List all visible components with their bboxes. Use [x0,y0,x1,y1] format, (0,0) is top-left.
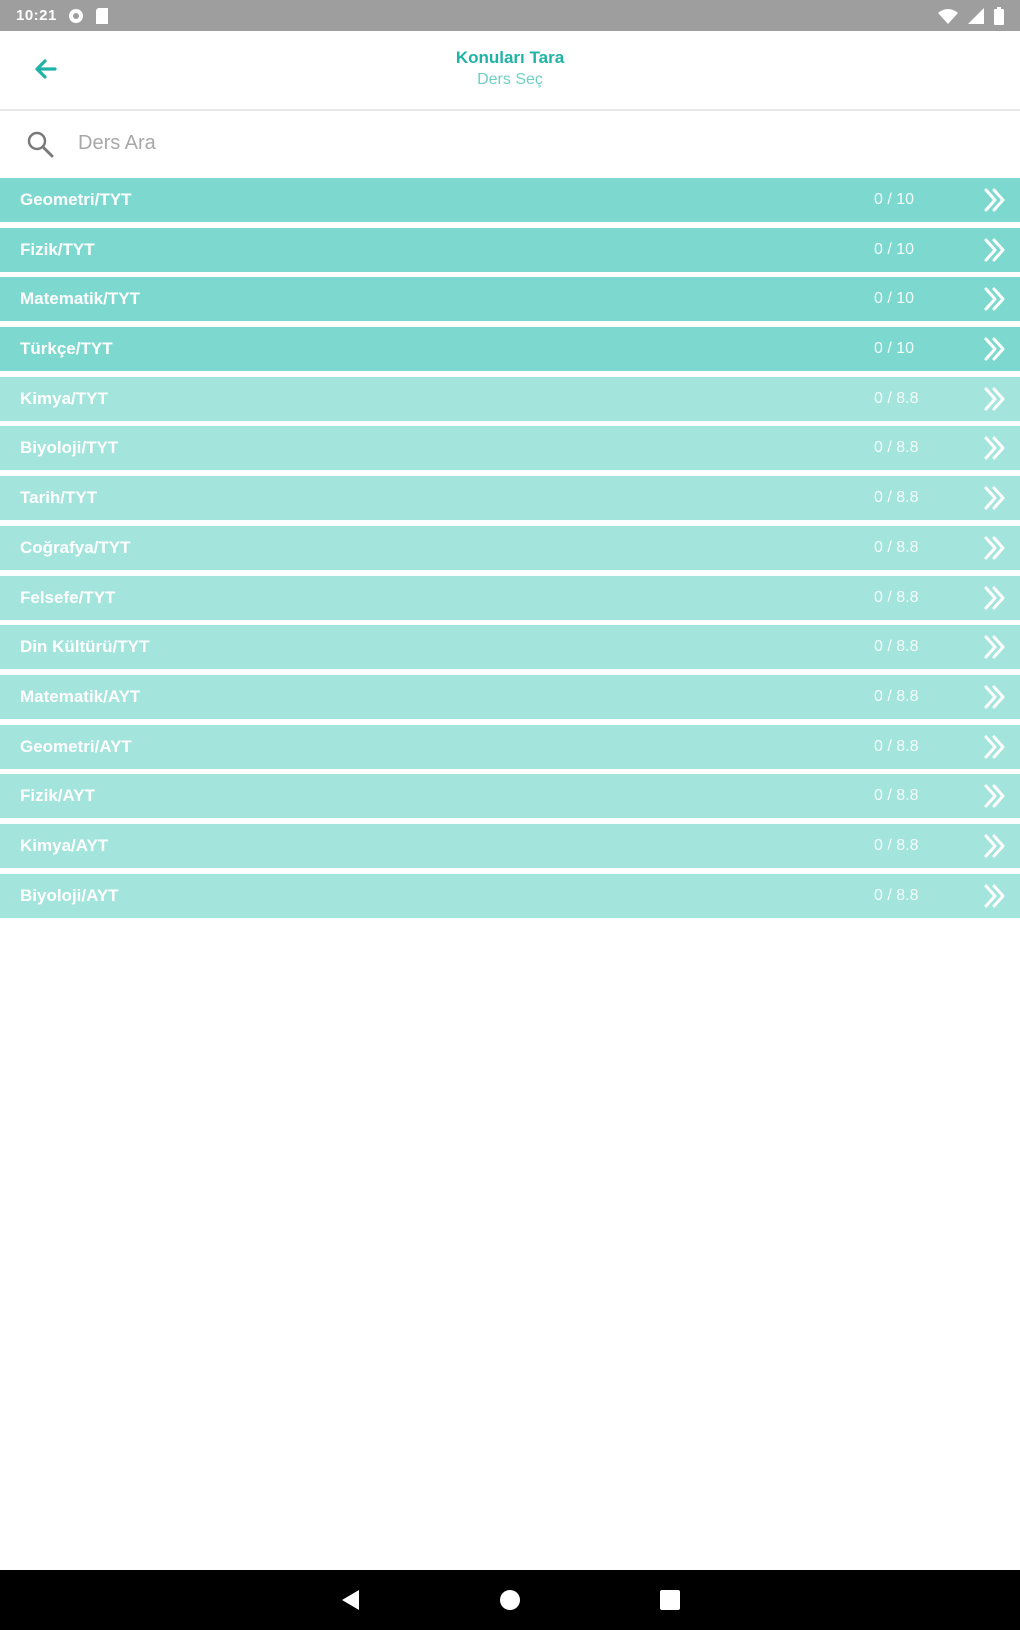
list-item[interactable] [0,476,1020,520]
page-title: Konuları Tara [455,48,565,67]
list-item[interactable] [0,874,1020,918]
list-item[interactable] [0,377,1020,421]
lesson-progress: 0 / 10 [874,191,915,208]
double-chevron-right-icon [974,727,1014,767]
double-chevron-right-icon [974,876,1014,916]
double-chevron-right-icon [974,428,1014,468]
lesson-name: Geometri/AYT [20,736,132,756]
lesson-progress: 0 / 8.8 [874,886,919,904]
lesson-name: Fizik/AYT [20,786,95,806]
lesson-progress: 0 / 8.8 [874,538,919,556]
double-chevron-right-icon [974,180,1014,220]
status-right [938,7,1004,25]
lesson-name: Fizik/TYT [20,239,95,259]
lesson-list [0,178,1020,923]
list-item[interactable] [0,675,1020,719]
double-chevron-right-icon [974,776,1014,816]
search-icon [24,128,56,160]
lesson-name: Matematik/TYT [20,289,140,309]
status-time: 10:21 [16,7,57,24]
lesson-progress: 0 / 8.8 [874,389,919,407]
lesson-progress: 0 / 8.8 [874,489,919,507]
double-chevron-right-icon [974,379,1014,419]
list-item[interactable] [0,576,1020,620]
list-item[interactable] [0,228,1020,272]
double-chevron-right-icon [974,528,1014,568]
double-chevron-right-icon [974,826,1014,866]
list-item[interactable] [0,426,1020,470]
double-chevron-right-icon [974,578,1014,618]
lesson-progress: 0 / 8.8 [874,687,919,705]
navigation-bar [0,1570,1020,1630]
double-chevron-right-icon [974,230,1014,270]
lesson-progress: 0 / 10 [874,240,915,258]
lesson-name: Coğrafya/TYT [20,537,131,557]
lesson-name: Biyoloji/AYT [20,885,119,905]
search-input[interactable] [76,123,880,165]
lesson-name: Kimya/TYT [20,388,108,408]
lesson-progress: 0 / 8.8 [874,439,919,457]
lesson-name: Biyoloji/TYT [20,438,119,458]
list-item[interactable] [0,625,1020,669]
list-item[interactable] [0,327,1020,371]
double-chevron-right-icon [974,478,1014,518]
app-header [0,31,1020,111]
double-chevron-right-icon [974,627,1014,667]
header-titles [0,47,1020,91]
nav-recents-button[interactable] [650,1580,690,1620]
list-item[interactable] [0,774,1020,818]
wifi-icon [938,8,958,24]
lesson-name: Tarih/TYT [20,488,98,508]
double-chevron-right-icon [974,677,1014,717]
lesson-name: Matematik/AYT [20,686,141,706]
list-item[interactable] [0,824,1020,868]
search-bar [0,111,1020,176]
lesson-name: Felsefe/TYT [20,587,116,607]
square-recents-icon [659,1589,681,1611]
list-item[interactable] [0,178,1020,222]
sd-card-icon [95,7,109,25]
lesson-progress: 0 / 8.8 [874,737,919,755]
nav-back-button[interactable] [330,1580,370,1620]
status-left [16,7,109,25]
battery-icon [994,7,1004,25]
lesson-name: Türkçe/TYT [20,339,113,359]
list-item[interactable] [0,725,1020,769]
lesson-name: Din Kültürü/TYT [20,637,150,657]
cell-signal-icon [968,8,984,24]
lesson-progress: 0 / 10 [874,290,915,308]
lesson-progress: 0 / 8.8 [874,588,919,606]
nav-home-button[interactable] [490,1580,530,1620]
lesson-progress: 0 / 8.8 [874,836,919,854]
lesson-progress: 0 / 10 [874,340,915,358]
triangle-back-icon [339,1588,361,1612]
page-subtitle: Ders Seç [477,71,543,88]
lesson-progress: 0 / 8.8 [874,638,919,656]
lesson-name: Kimya/AYT [20,835,109,855]
list-item[interactable] [0,277,1020,321]
settings-notification-icon [67,7,85,25]
lesson-progress: 0 / 8.8 [874,787,919,805]
double-chevron-right-icon [974,279,1014,319]
status-bar [0,0,1020,31]
double-chevron-right-icon [974,329,1014,369]
circle-home-icon [498,1588,522,1612]
lesson-name: Geometri/TYT [20,190,132,209]
list-item[interactable] [0,526,1020,570]
